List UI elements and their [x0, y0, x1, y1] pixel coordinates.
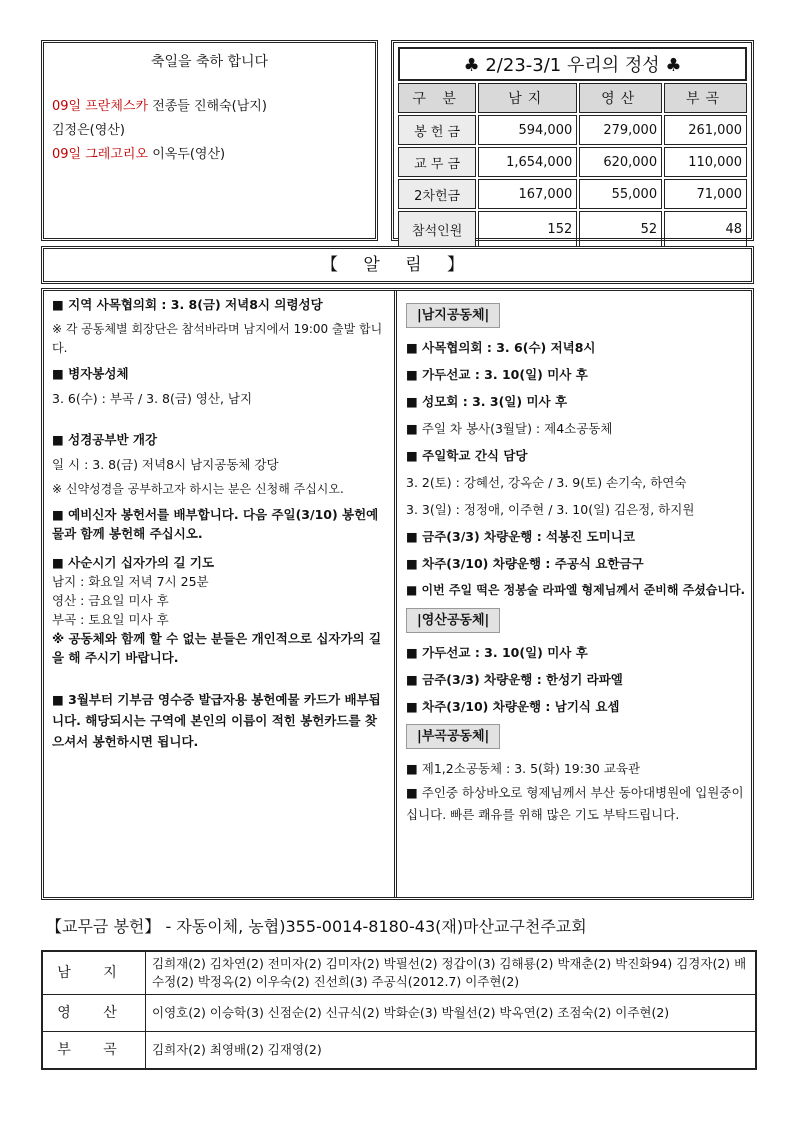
- notice-item: ■ 금주(3/3) 차량운행 : 한성기 라파엘: [406, 672, 623, 687]
- feast-people: 이옥두(영산): [152, 147, 226, 162]
- row-label: 봉 헌 금: [398, 115, 476, 145]
- notice-item: ■ 주인중 하상바오로 형제님께서 부산 동아대병원에 입원중이십니다. 빠른 쾌유를 위해 많은 기도 부탁드립니다.: [406, 785, 744, 822]
- notice-item: ■ 주일학교 간식 담당: [406, 448, 528, 463]
- feast-saint: 프란체스카: [85, 99, 149, 114]
- donors-table-wrapper: [41, 950, 757, 1070]
- feast-date: 09일: [52, 99, 82, 114]
- notice-item: ■ 제1,2소공동체 : 3. 5(화) 19:30 교육관: [406, 761, 641, 776]
- column-divider: [394, 291, 397, 897]
- donor-region: 영 산: [42, 995, 146, 1032]
- feast-date: 09일: [52, 147, 82, 162]
- notice-right-column: [406, 299, 750, 826]
- donor-region: 남 지: [42, 951, 146, 995]
- header-cell: 영산: [579, 83, 662, 113]
- value-cell: 52: [579, 211, 662, 247]
- row-label: 참석인원: [398, 211, 476, 247]
- feast-day-box: [41, 40, 378, 241]
- table-row: [42, 1032, 756, 1070]
- notice-detail: 일 시 : 3. 8(금) 저녁8시 남지공동체 강당: [52, 457, 279, 472]
- community-tag-bugok: |부곡공동체|: [406, 724, 500, 749]
- offering-header-row: [398, 83, 747, 113]
- value-cell: 279,000: [579, 115, 662, 145]
- value-cell: 167,000: [478, 179, 577, 209]
- notice-item: ■ 병자봉성체: [52, 366, 129, 381]
- table-row: [398, 115, 747, 145]
- offering-table: [396, 45, 749, 249]
- notice-item: ■ 주일 차 봉사(3월달) : 제4소공동체: [406, 421, 613, 436]
- feast-line-3: [52, 143, 375, 167]
- header-cell: 부곡: [664, 83, 747, 113]
- table-row: [42, 995, 756, 1032]
- table-row: [42, 951, 756, 995]
- notice-item: ■ 금주(3/3) 차량운행 : 석봉진 도미니코: [406, 529, 635, 544]
- table-row: [398, 179, 747, 209]
- notice-detail: 영산 : 금요일 미사 후: [52, 593, 169, 608]
- donor-names: 김희재(2) 김차연(2) 전미자(2) 김미자(2) 박필선(2) 정갑이(3) 김해룡(2) 박재춘(2) 박진화94) 김경자(2) 배수정(2) 박정옥(2) 이우숙(2) 진선희(3) 주공식(2012.7) 이주현(2): [146, 951, 757, 995]
- notice-note: ※ 각 공동체별 회장단은 참석바라며 남지에서 19:00 출발 합니다.: [52, 322, 383, 355]
- feast-line-2: 김정은(영산): [52, 123, 125, 138]
- notice-item: ■ 3월부터 기부금 영수증 발급자용 봉헌예물 카드가 배부됩니다. 해당되시는 구역에 본인의 이름이 적힌 봉헌카드를 찾으셔서 봉헌하시면 됩니다.: [52, 692, 381, 749]
- notice-header: 【 알 림 】: [41, 246, 754, 284]
- value-cell: 594,000: [478, 115, 577, 145]
- notice-detail: 3. 3(일) : 정정애, 이주현 / 3. 10(일) 김은정, 하지원: [406, 502, 695, 517]
- notice-item: ■ 지역 사목협의회 : 3. 8(금) 저녁8시 의령성당: [52, 297, 323, 312]
- community-tag-namji: |남지공동체|: [406, 303, 500, 328]
- notice-detail: 남지 : 화요일 저녁 7시 25분: [52, 574, 209, 589]
- notice-note: ※ 신약성경을 공부하고자 하시는 분은 신청해 주십시오.: [52, 482, 344, 496]
- notice-detail: 부곡 : 토요일 미사 후: [52, 612, 169, 627]
- value-cell: 55,000: [579, 179, 662, 209]
- notice-detail: 3. 6(수) : 부곡 / 3. 8(금) 영산, 남지: [52, 391, 253, 406]
- offering-title: ♣ 2/23-3/1 우리의 정성 ♣: [398, 47, 747, 81]
- notice-body: [41, 288, 754, 900]
- value-cell: 71,000: [664, 179, 747, 209]
- notice-left-column: [52, 295, 388, 752]
- feast-title: 축일을 축하 합니다: [150, 54, 269, 70]
- feast-people: 전종들 진해숙(남지): [152, 99, 267, 114]
- notice-item: ■ 사목협의회 : 3. 6(수) 저녁8시: [406, 340, 596, 355]
- notice-item: ■ 예비신자 봉헌서를 배부합니다. 다음 주일(3/10) 봉헌예물과 함께 봉헌해 주십시오.: [52, 507, 379, 541]
- notice-detail: 3. 2(토) : 강혜선, 강옥순 / 3. 9(토) 손기숙, 하연숙: [406, 475, 687, 490]
- row-label: 2차헌금: [398, 179, 476, 209]
- notice-note: ※ 공동체와 함께 할 수 없는 분들은 개인적으로 십자가의 길을 해 주시기 바랍니다.: [52, 631, 382, 665]
- value-cell: 1,654,000: [478, 147, 577, 177]
- feast-list: [52, 95, 375, 167]
- value-cell: 620,000: [579, 147, 662, 177]
- value-cell: 110,000: [664, 147, 747, 177]
- table-row: [398, 147, 747, 177]
- notice-item: ■ 이번 주일 떡은 정봉술 라파엘 형제님께서 준비해 주셨습니다.: [406, 583, 746, 597]
- donor-names: 이영호(2) 이승학(3) 신점순(2) 신규식(2) 박화순(3) 박월선(2) 박옥연(2) 조점숙(2) 이주현(2): [146, 995, 757, 1032]
- offering-summary: [391, 40, 754, 241]
- community-tag-yeongsan: |영산공동체|: [406, 608, 500, 633]
- notice-item: ■ 차주(3/10) 차량운행 : 남기식 요셉: [406, 699, 620, 714]
- donor-region: 부 곡: [42, 1032, 146, 1070]
- notice-item: ■ 사순시기 십자가의 길 기도: [52, 555, 215, 570]
- notice-item: ■ 성경공부반 개강: [52, 432, 158, 447]
- donors-table: [41, 950, 757, 1070]
- value-cell: 152: [478, 211, 577, 247]
- feast-line-1: [52, 95, 375, 119]
- header-cell: 구 분: [398, 83, 476, 113]
- header-cell: 남지: [478, 83, 577, 113]
- row-label: 교 무 금: [398, 147, 476, 177]
- value-cell: 48: [664, 211, 747, 247]
- table-row: [398, 211, 747, 247]
- value-cell: 261,000: [664, 115, 747, 145]
- notice-item: ■ 가두선교 : 3. 10(일) 미사 후: [406, 367, 588, 382]
- donor-names: 김희자(2) 최영배(2) 김재영(2): [146, 1032, 757, 1070]
- notice-item: ■ 가두선교 : 3. 10(일) 미사 후: [406, 645, 588, 660]
- notice-item: ■ 성모회 : 3. 3(일) 미사 후: [406, 394, 568, 409]
- notice-item: ■ 차주(3/10) 차량운행 : 주공식 요한금구: [406, 556, 644, 571]
- feast-saint: 그레고리오: [85, 147, 149, 162]
- donation-account-line: 【교무금 봉헌】 - 자동이체, 농협)355-0014-8180-43(재)마산교구천주교회: [46, 917, 587, 936]
